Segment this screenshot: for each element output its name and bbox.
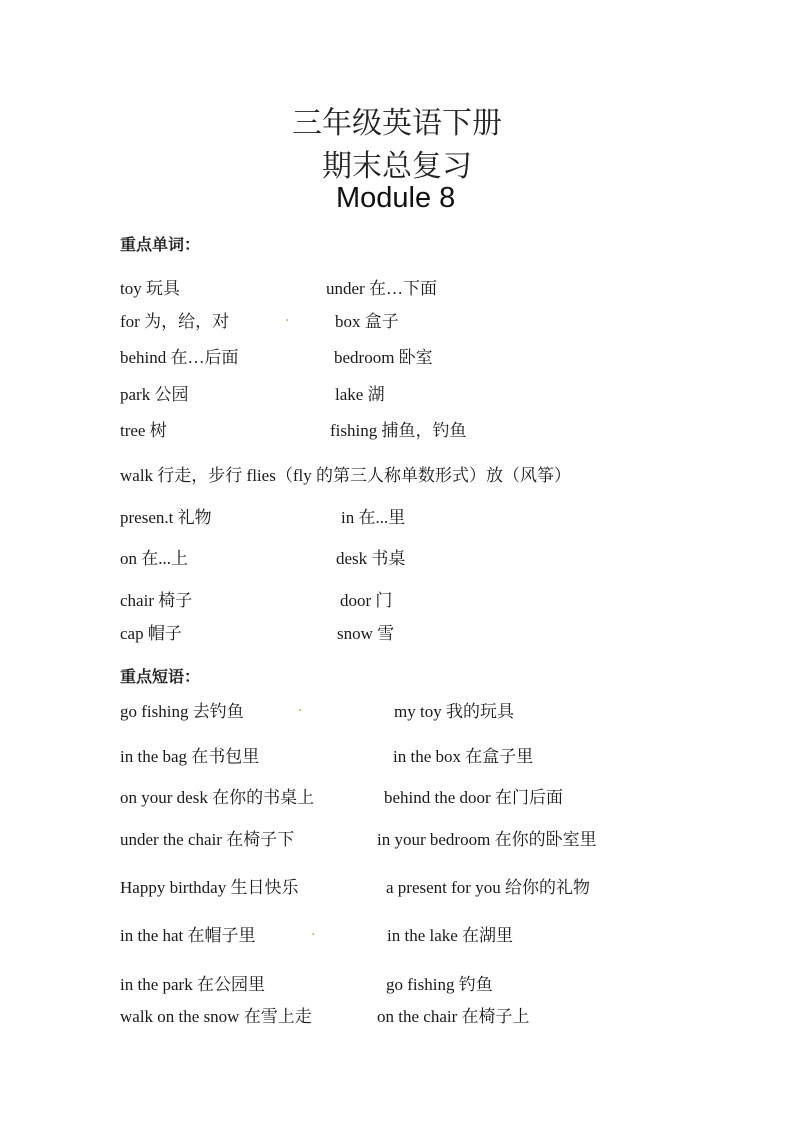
vocab-item: bedroom 卧室 — [334, 348, 433, 367]
phrase-item: in the bag 在书包里 — [120, 747, 260, 766]
stray-dot-mark: . — [311, 923, 316, 939]
phrase-item: in the box 在盒子里 — [393, 747, 534, 766]
vocab-item: box 盒子 — [335, 312, 399, 331]
phrase-item: walk on the snow 在雪上走 — [120, 1007, 312, 1026]
phrase-heading: 重点短语： — [120, 667, 201, 686]
phrase-item: in your bedroom 在你的卧室里 — [377, 830, 597, 849]
vocab-item: presen.t 礼物 — [120, 508, 212, 527]
vocab-item: on 在...上 — [120, 549, 188, 568]
page-title-line2: 期末总复习 — [322, 149, 472, 184]
phrase-item: go fishing 去钓鱼 — [120, 702, 244, 721]
vocab-item: walk 行走，步行 flies（fly 的第三人称单数形式）放（风筝） — [120, 466, 571, 485]
phrase-item: in the hat 在帽子里 — [120, 926, 256, 945]
phrase-item: Happy birthday 生日快乐 — [120, 878, 299, 897]
vocab-item: toy 玩具 — [120, 279, 180, 298]
vocab-item: for 为，给，对 — [120, 312, 230, 331]
phrase-item: my toy 我的玩具 — [394, 702, 514, 721]
phrase-item: in the lake 在湖里 — [387, 926, 514, 945]
vocab-item: door 门 — [340, 591, 393, 610]
module-title: Module 8 — [336, 182, 456, 214]
vocab-item: under 在…下面 — [326, 279, 437, 298]
vocab-item: in 在...里 — [341, 508, 406, 527]
page-title-line1: 三年级英语下册 — [292, 106, 502, 141]
phrase-item: behind the door 在门后面 — [384, 788, 563, 807]
phrase-item: on the chair 在椅子上 — [377, 1007, 530, 1026]
vocab-item: chair 椅子 — [120, 591, 193, 610]
vocab-item: fishing 捕鱼，钓鱼 — [330, 421, 467, 440]
phrase-item: in the park 在公园里 — [120, 975, 265, 994]
vocab-item: park 公园 — [120, 385, 189, 404]
vocab-item: cap 帽子 — [120, 624, 182, 643]
phrase-item: a present for you 给你的礼物 — [386, 878, 590, 897]
vocab-heading: 重点单词： — [120, 235, 201, 254]
vocab-item: tree 树 — [120, 421, 167, 440]
vocab-item: snow 雪 — [337, 624, 395, 643]
vocab-item: lake 湖 — [335, 385, 385, 404]
vocab-item: desk 书桌 — [336, 549, 406, 568]
vocab-item: behind 在…后面 — [120, 348, 239, 367]
phrase-item: on your desk 在你的书桌上 — [120, 788, 315, 807]
phrase-item: under the chair 在椅子下 — [120, 830, 295, 849]
stray-dot-mark: . — [298, 699, 303, 715]
phrase-item: go fishing 钓鱼 — [386, 975, 493, 994]
stray-dot-mark: . — [285, 309, 290, 325]
